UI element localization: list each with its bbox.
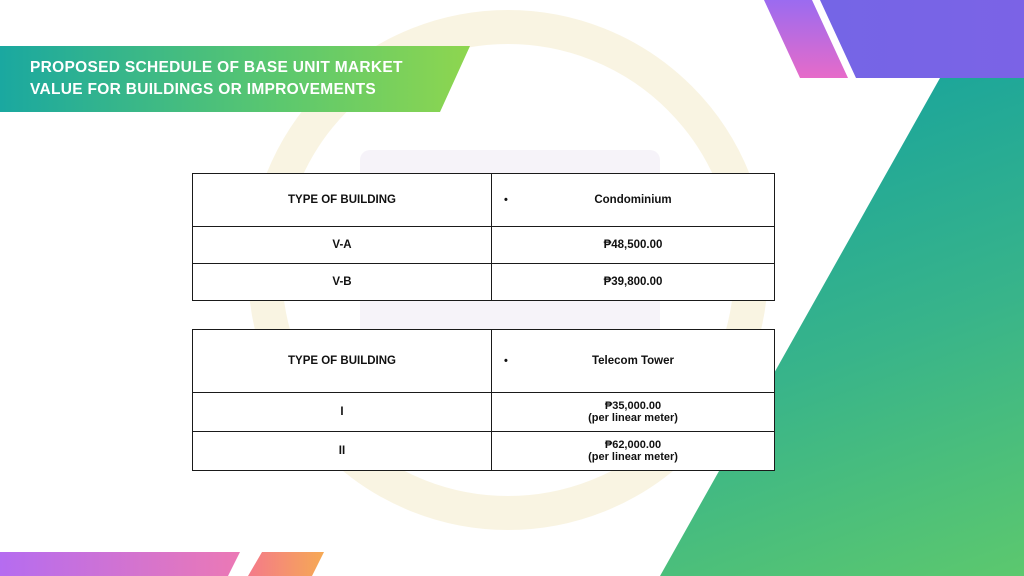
header-building-category xyxy=(492,330,775,393)
condominium-table xyxy=(192,173,775,301)
table-row xyxy=(193,393,775,432)
table-header-row xyxy=(193,174,775,227)
value-unit-note: (per linear meter) xyxy=(588,412,678,424)
value-amount: ₱35,000.00 xyxy=(604,400,662,412)
header-type-of-building: TYPE OF BUILDING xyxy=(193,174,492,227)
table-row xyxy=(193,432,775,471)
header-building-category xyxy=(492,174,775,227)
category-label: Condominium xyxy=(594,194,672,206)
cell-type: V-B xyxy=(193,264,492,301)
cell-value: ₱48,500.00 xyxy=(492,227,775,264)
cell-value xyxy=(492,393,775,432)
cell-value: ₱39,800.00 xyxy=(492,264,775,301)
bullet-icon: • xyxy=(504,355,508,367)
cell-value xyxy=(492,432,775,471)
value-unit-note: (per linear meter) xyxy=(588,451,678,463)
bullet-icon: • xyxy=(504,194,508,206)
header-type-of-building: TYPE OF BUILDING xyxy=(193,330,492,393)
title-line-2: VALUE FOR BUILDINGS OR IMPROVEMENTS xyxy=(30,81,377,98)
page-title xyxy=(30,57,450,101)
cell-type: V-A xyxy=(193,227,492,264)
title-line-1: PROPOSED SCHEDULE OF BASE UNIT MARKET xyxy=(30,59,403,76)
table-row xyxy=(193,227,775,264)
category-label: Telecom Tower xyxy=(591,355,674,367)
decor-bottom-orange-bar xyxy=(248,552,338,576)
table-header-row xyxy=(193,330,775,393)
telecom-tower-table xyxy=(192,329,775,471)
cell-type: I xyxy=(193,393,492,432)
decor-bottom-pink-bar xyxy=(0,552,260,576)
cell-type: II xyxy=(193,432,492,471)
table-row xyxy=(193,264,775,301)
value-amount: ₱62,000.00 xyxy=(604,439,662,451)
